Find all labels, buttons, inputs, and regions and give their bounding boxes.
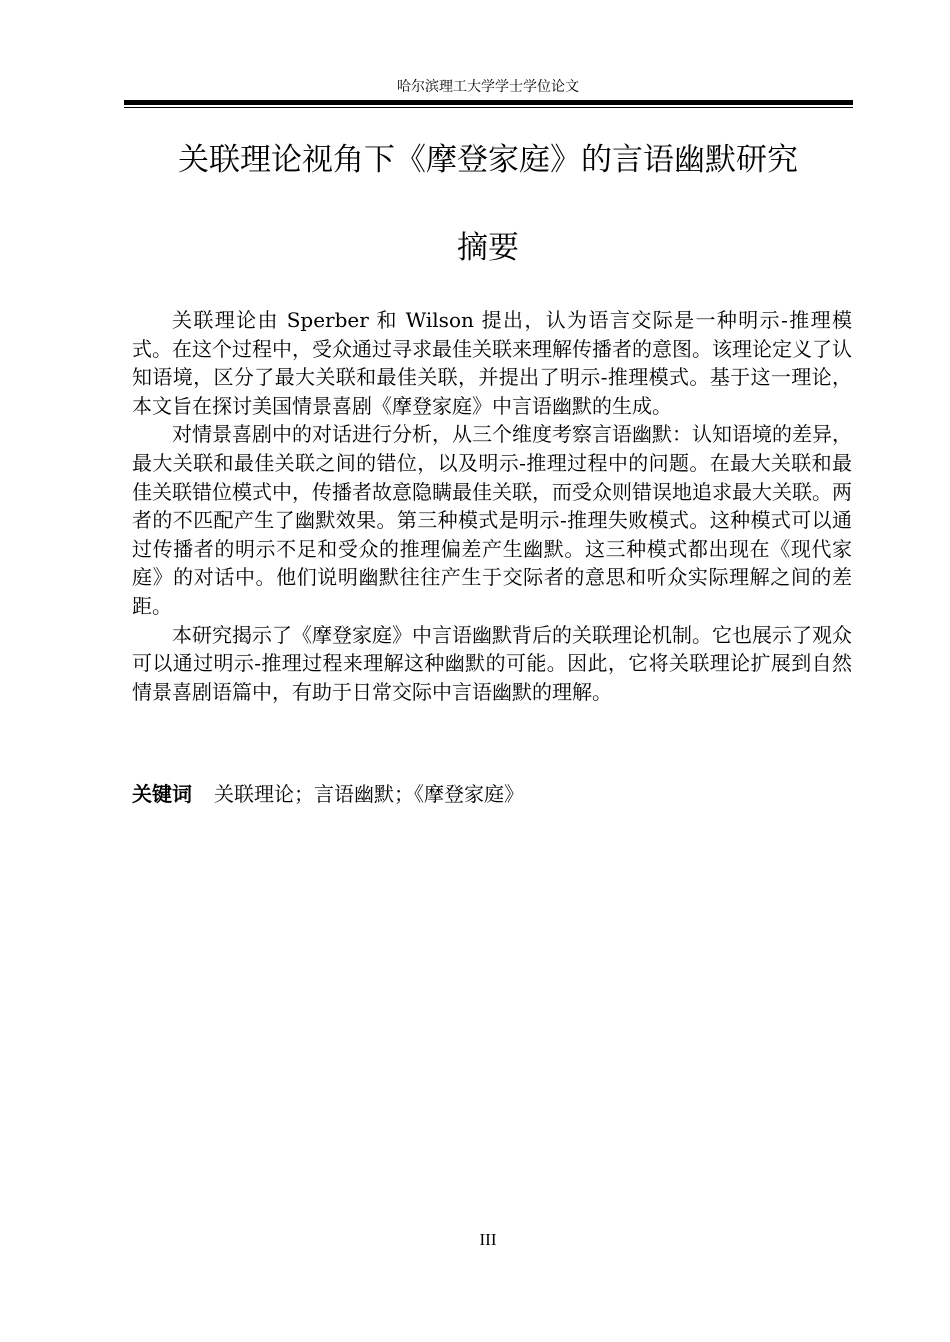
keywords-label: 关键词 [132, 782, 192, 806]
keywords-line [132, 780, 852, 809]
abstract-body [132, 306, 852, 706]
abstract-paragraph-1: 关联理论由 Sperber 和 Wilson 提出，认为语言交际是一种明示-推理模式。在这个过程中，受众通过寻求最佳关联来理解传播者的意图。该理论定义了认知语境，区分了最大关联和最佳关联，并提出了明示-推理模式。基于这一理论，本文旨在探讨美国情景喜剧《摩登家庭》中言语幽默的生成。 [132, 308, 852, 418]
abstract-paragraph-2: 对情景喜剧中的对话进行分析，从三个维度考察言语幽默：认知语境的差异，最大关联和最佳关联之间的错位，以及明示-推理过程中的问题。在最大关联和最佳关联错位模式中，传播者故意隐瞒最佳关联，而受众则错误地追求最大关联。两者的不匹配产生了幽默效果。第三种模式是明示-推理失败模式。这种模式可以通过传播者的明示不足和受众的推理偏差产生幽默。这三种模式都出现在《现代家庭》的对话中。他们说明幽默往往产生于交际者的意思和听众实际理解之间的差距。 [132, 422, 852, 618]
keywords-text: 关联理论；言语幽默；《摩登家庭》 [214, 782, 524, 806]
page-number: III [479, 1230, 497, 1249]
running-header: 哈尔滨理工大学学士学位论文 [397, 79, 579, 95]
abstract-paragraph-3: 本研究揭示了《摩登家庭》中言语幽默背后的关联理论机制。它也展示了观众可以通过明示-推理过程来理解这种幽默的可能。因此，它将关联理论扩展到自然情景喜剧语篇中，有助于日常交际中言语幽默的理解。 [132, 622, 852, 704]
header-rule-thin [124, 107, 853, 108]
thesis-title: 关联理论视角下《摩登家庭》的言语幽默研究 [178, 142, 798, 178]
header-rule-thick [124, 100, 853, 105]
abstract-heading: 摘要 [457, 230, 519, 266]
